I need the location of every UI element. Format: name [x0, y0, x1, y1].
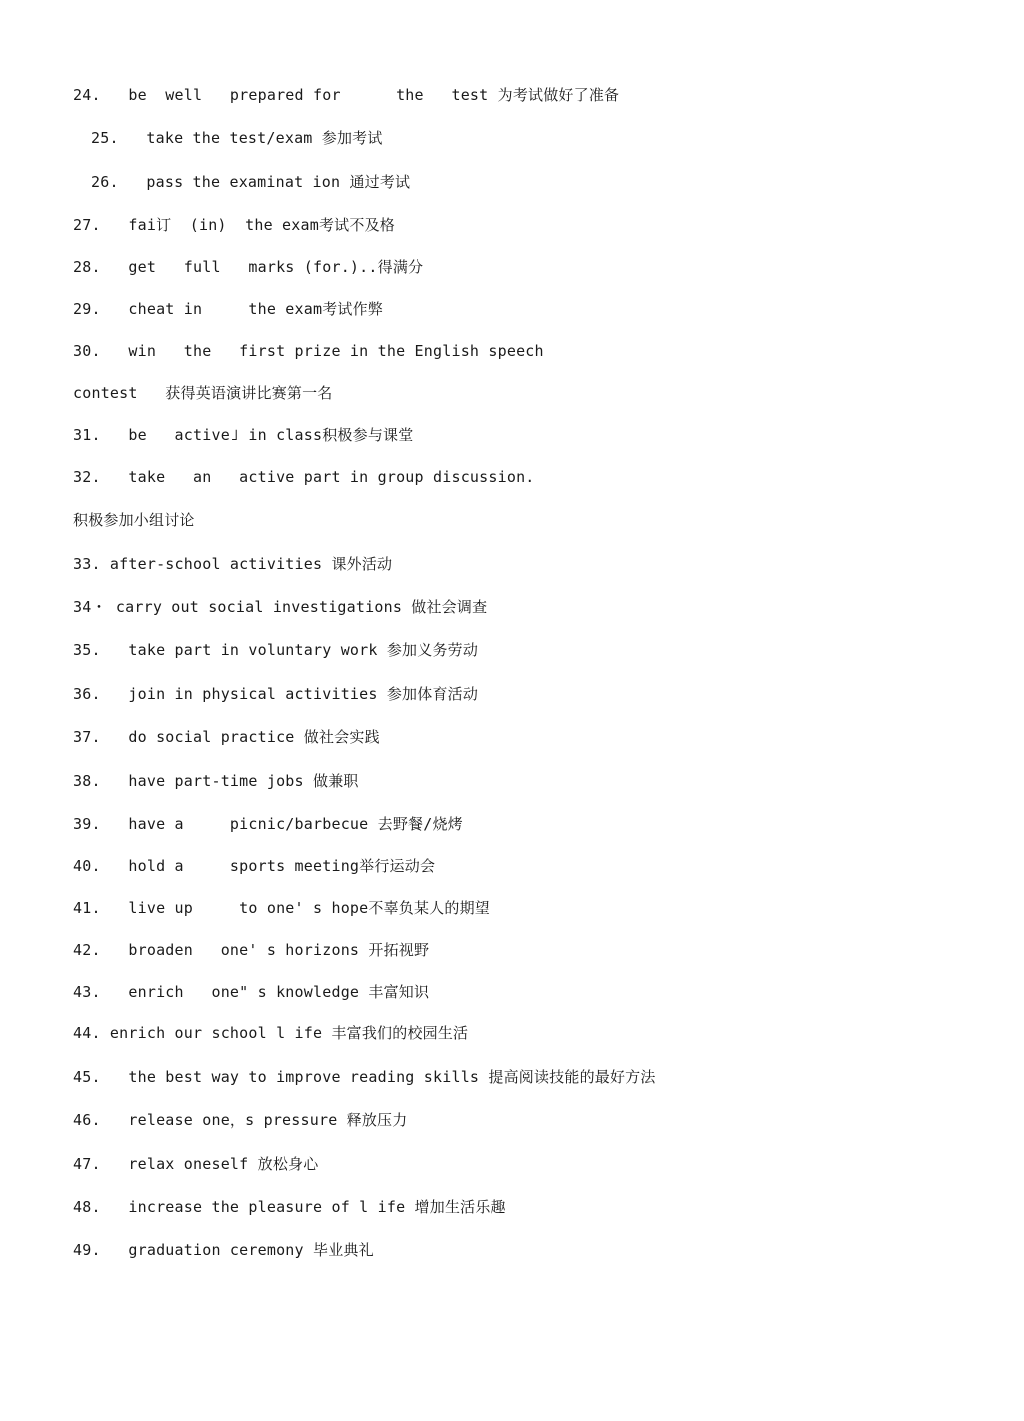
- phrase-line-40: 40. hold a sports meeting举行运动会: [73, 857, 436, 875]
- phrase-line-28: 28. get full marks (for.)..得满分: [73, 258, 424, 276]
- phrase-line-32: 32. take an active part in group discussion.: [73, 468, 535, 486]
- phrase-line-38: 38. have part-time jobs 做兼职: [73, 772, 359, 790]
- phrase-line-24: 24. be well prepared for the test 为考试做好了准备: [73, 86, 620, 104]
- phrase-line-29: 29. cheat in the exam考试作弊: [73, 300, 384, 318]
- phrase-line-37: 37. do social practice 做社会实践: [73, 728, 380, 746]
- phrase-line-25: 25. take the test/exam 参加考试: [91, 129, 383, 147]
- phrase-line-27: 27. fai订 (in) the exam考试不及格: [73, 216, 395, 234]
- phrase-line-42: 42. broaden one' s horizons 开拓视野: [73, 941, 430, 959]
- phrase-line-41: 41. live up to one' s hope不辜负某人的期望: [73, 899, 490, 917]
- phrase-line-35: 35. take part in voluntary work 参加义务劳动: [73, 641, 479, 659]
- phrase-line-34: 34・ carry out social investigations 做社会调查: [73, 598, 488, 616]
- phrase-line-47: 47. relax oneself 放松身心: [73, 1155, 319, 1173]
- phrase-line-30-cont: contest 获得英语演讲比赛第一名: [73, 384, 333, 402]
- phrase-line-44: 44. enrich our school l ife 丰富我们的校园生活: [73, 1024, 469, 1042]
- phrase-line-36: 36. join in physical activities 参加体育活动: [73, 685, 479, 703]
- phrase-line-33: 33. after-school activities 课外活动: [73, 555, 393, 573]
- phrase-line-39: 39. have a picnic/barbecue 去野餐/烧烤: [73, 815, 463, 833]
- phrase-line-26: 26. pass the examinat ion 通过考试: [91, 173, 411, 191]
- phrase-line-43: 43. enrich one" s knowledge 丰富知识: [73, 983, 430, 1001]
- phrase-line-30: 30. win the first prize in the English speech: [73, 342, 544, 360]
- phrase-line-32-cont: 积极参加小组讨论: [73, 511, 195, 529]
- phrase-line-48: 48. increase the pleasure of l ife 增加生活乐趣: [73, 1198, 506, 1216]
- phrase-line-49: 49. graduation ceremony 毕业典礼: [73, 1241, 374, 1259]
- phrase-line-46: 46. release one，s pressure 释放压力: [73, 1111, 408, 1129]
- phrase-line-31: 31. be active˩ in class积极参与课堂: [73, 426, 414, 444]
- phrase-line-45: 45. the best way to improve reading skills 提高阅读技能的最好方法: [73, 1068, 656, 1086]
